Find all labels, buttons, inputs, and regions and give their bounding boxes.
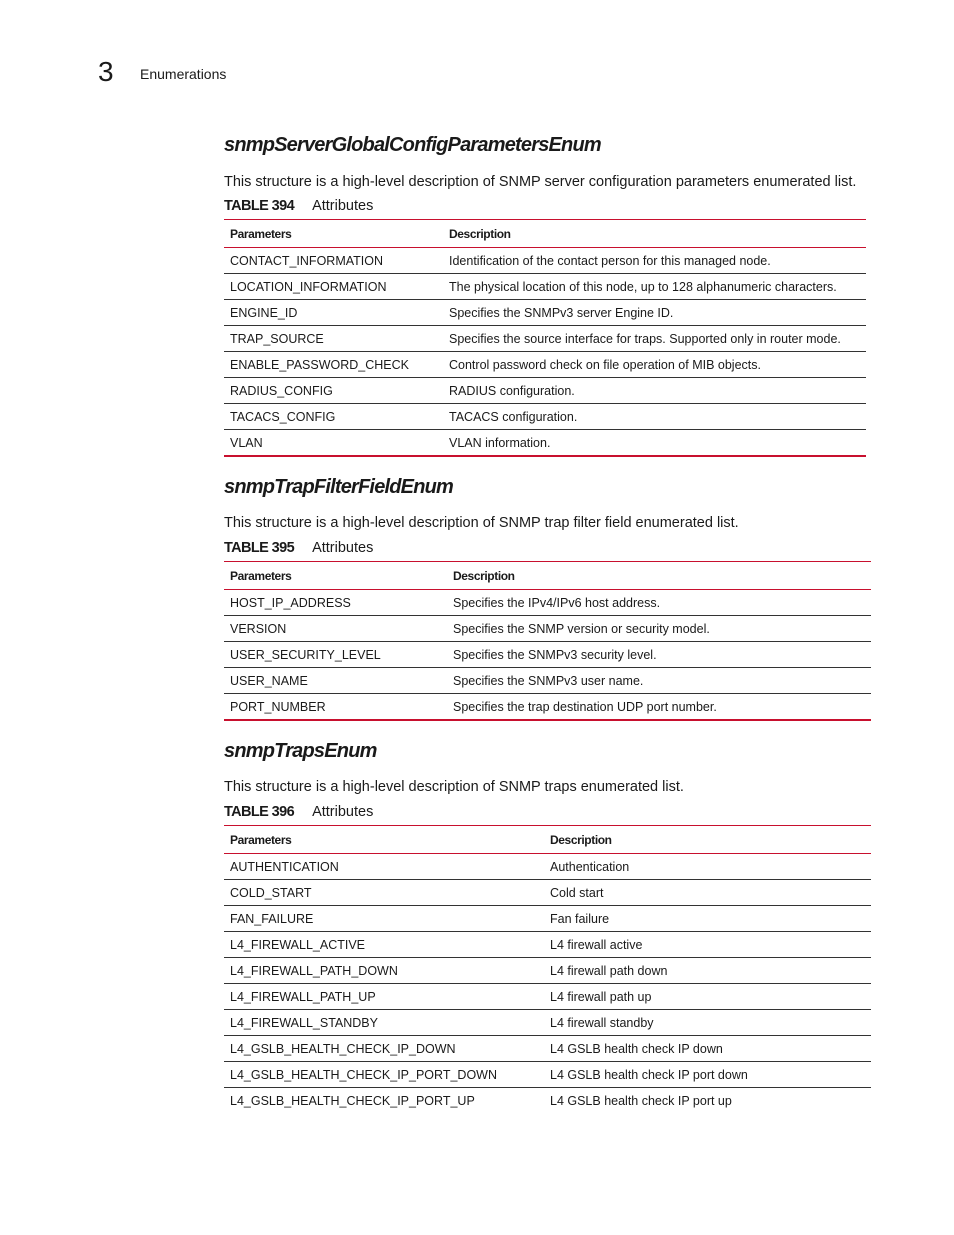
description-cell: Specifies the trap destination UDP port number. bbox=[447, 694, 871, 721]
description-cell: Specifies the SNMP version or security model. bbox=[447, 616, 871, 642]
table-caption-text: Attributes bbox=[312, 804, 374, 820]
description-cell: Cold start bbox=[544, 880, 871, 906]
description-cell: L4 firewall active bbox=[544, 932, 871, 958]
table-row bbox=[224, 1062, 871, 1088]
table-row bbox=[224, 694, 871, 721]
parameter-cell: TACACS_CONFIG bbox=[224, 404, 443, 430]
parameter-cell: VERSION bbox=[224, 616, 447, 642]
table-row bbox=[224, 1036, 871, 1062]
column-header-parameters: Parameters bbox=[230, 226, 292, 241]
table-row bbox=[224, 958, 871, 984]
parameter-cell: L4_GSLB_HEALTH_CHECK_IP_PORT_DOWN bbox=[224, 1062, 544, 1088]
table-caption bbox=[224, 197, 373, 215]
parameter-cell: USER_NAME bbox=[224, 668, 447, 694]
table-row bbox=[224, 906, 871, 932]
description-cell: Specifies the SNMPv3 server Engine ID. bbox=[443, 300, 866, 326]
column-header-parameters: Parameters bbox=[230, 568, 292, 583]
description-cell: L4 GSLB health check IP port down bbox=[544, 1062, 871, 1088]
section-title: snmpTrapsEnum bbox=[224, 740, 377, 762]
table-row bbox=[224, 404, 866, 430]
parameter-cell: TRAP_SOURCE bbox=[224, 326, 443, 352]
parameter-cell: L4_GSLB_HEALTH_CHECK_IP_DOWN bbox=[224, 1036, 544, 1062]
section-description: This structure is a high-level description of SNMP traps enumerated list. bbox=[224, 779, 684, 795]
column-header-parameters: Parameters bbox=[230, 832, 292, 847]
description-cell: RADIUS configuration. bbox=[443, 378, 866, 404]
section-snmp-traps bbox=[224, 739, 748, 1108]
chapter-number: 3 bbox=[98, 56, 114, 87]
description-cell: L4 firewall path up bbox=[544, 984, 871, 1010]
table-row bbox=[224, 352, 866, 378]
parameter-cell: L4_FIREWALL_PATH_UP bbox=[224, 984, 544, 1010]
parameter-cell: ENABLE_PASSWORD_CHECK bbox=[224, 352, 443, 378]
parameter-cell: L4_FIREWALL_PATH_DOWN bbox=[224, 958, 544, 984]
description-cell: Fan failure bbox=[544, 906, 871, 932]
description-cell: Specifies the IPv4/IPv6 host address. bbox=[447, 590, 871, 616]
table-row bbox=[224, 932, 871, 958]
table-row bbox=[224, 300, 866, 326]
parameter-cell: COLD_START bbox=[224, 880, 544, 906]
parameter-cell: USER_SECURITY_LEVEL bbox=[224, 642, 447, 668]
description-cell: Identification of the contact person for this managed node. bbox=[443, 248, 866, 274]
table-caption-text: Attributes bbox=[312, 540, 374, 556]
section-title: snmpTrapFilterFieldEnum bbox=[224, 476, 454, 498]
table-number: TABLE 394 bbox=[224, 198, 295, 214]
chapter-title: Enumerations bbox=[140, 66, 227, 82]
table-row bbox=[224, 274, 866, 300]
attributes-table bbox=[224, 561, 871, 721]
parameter-cell: LOCATION_INFORMATION bbox=[224, 274, 443, 300]
table-row bbox=[224, 854, 871, 880]
parameter-cell: L4_FIREWALL_STANDBY bbox=[224, 1010, 544, 1036]
attributes-table bbox=[224, 219, 866, 457]
parameter-cell: L4_GSLB_HEALTH_CHECK_IP_PORT_UP bbox=[230, 1093, 475, 1108]
table-row bbox=[224, 616, 871, 642]
table-header-row bbox=[224, 220, 866, 248]
section-title: snmpServerGlobalConfigParametersEnum bbox=[224, 134, 601, 156]
table-row bbox=[224, 1088, 871, 1114]
parameter-cell: RADIUS_CONFIG bbox=[224, 378, 443, 404]
section-description: This structure is a high-level description of SNMP server configuration parameters enumerated list. bbox=[224, 174, 857, 190]
table-row bbox=[224, 668, 871, 694]
table-row bbox=[224, 642, 871, 668]
description-cell: L4 firewall path down bbox=[544, 958, 871, 984]
table-header-row bbox=[224, 826, 871, 854]
description-cell: Authentication bbox=[544, 854, 871, 880]
column-header-description: Description bbox=[449, 226, 511, 241]
column-header-description: Description bbox=[550, 832, 612, 847]
table-caption bbox=[224, 539, 373, 557]
parameter-cell: HOST_IP_ADDRESS bbox=[224, 590, 447, 616]
description-cell: Specifies the SNMPv3 security level. bbox=[447, 642, 871, 668]
parameter-cell: L4_FIREWALL_ACTIVE bbox=[224, 932, 544, 958]
description-cell: VLAN information. bbox=[443, 430, 866, 457]
table-row bbox=[224, 880, 871, 906]
table-row bbox=[224, 590, 871, 616]
table-header-row bbox=[224, 562, 871, 590]
description-cell: Control password check on file operation of MIB objects. bbox=[443, 352, 866, 378]
table-row bbox=[224, 430, 866, 457]
parameter-cell: FAN_FAILURE bbox=[224, 906, 544, 932]
table-row bbox=[224, 326, 866, 352]
table-row bbox=[224, 1010, 871, 1036]
parameter-cell: PORT_NUMBER bbox=[224, 694, 447, 721]
parameter-cell: ENGINE_ID bbox=[224, 300, 443, 326]
table-caption-text: Attributes bbox=[312, 198, 374, 214]
description-cell: Specifies the source interface for traps. Supported only in router mode. bbox=[443, 326, 866, 352]
table-number: TABLE 395 bbox=[224, 540, 295, 556]
description-cell: L4 firewall standby bbox=[544, 1010, 871, 1036]
attributes-table bbox=[224, 825, 871, 1113]
table-row bbox=[224, 984, 871, 1010]
table-row bbox=[224, 248, 866, 274]
description-cell: TACACS configuration. bbox=[443, 404, 866, 430]
parameter-cell: AUTHENTICATION bbox=[224, 854, 544, 880]
description-cell: Specifies the SNMPv3 user name. bbox=[447, 668, 871, 694]
column-header-description: Description bbox=[453, 568, 515, 583]
table-caption bbox=[224, 803, 373, 821]
table-row bbox=[224, 378, 866, 404]
parameter-cell: CONTACT_INFORMATION bbox=[224, 248, 443, 274]
section-snmp-server-global-config bbox=[224, 133, 857, 450]
description-cell: L4 GSLB health check IP port up bbox=[550, 1093, 732, 1108]
description-cell: The physical location of this node, up to 128 alphanumeric characters. bbox=[443, 274, 866, 300]
table-number: TABLE 396 bbox=[224, 804, 295, 820]
section-description: This structure is a high-level description of SNMP trap filter field enumerated list. bbox=[224, 515, 739, 531]
description-cell: L4 GSLB health check IP down bbox=[544, 1036, 871, 1062]
section-snmp-trap-filter-field bbox=[224, 475, 739, 714]
parameter-cell: VLAN bbox=[224, 430, 443, 457]
